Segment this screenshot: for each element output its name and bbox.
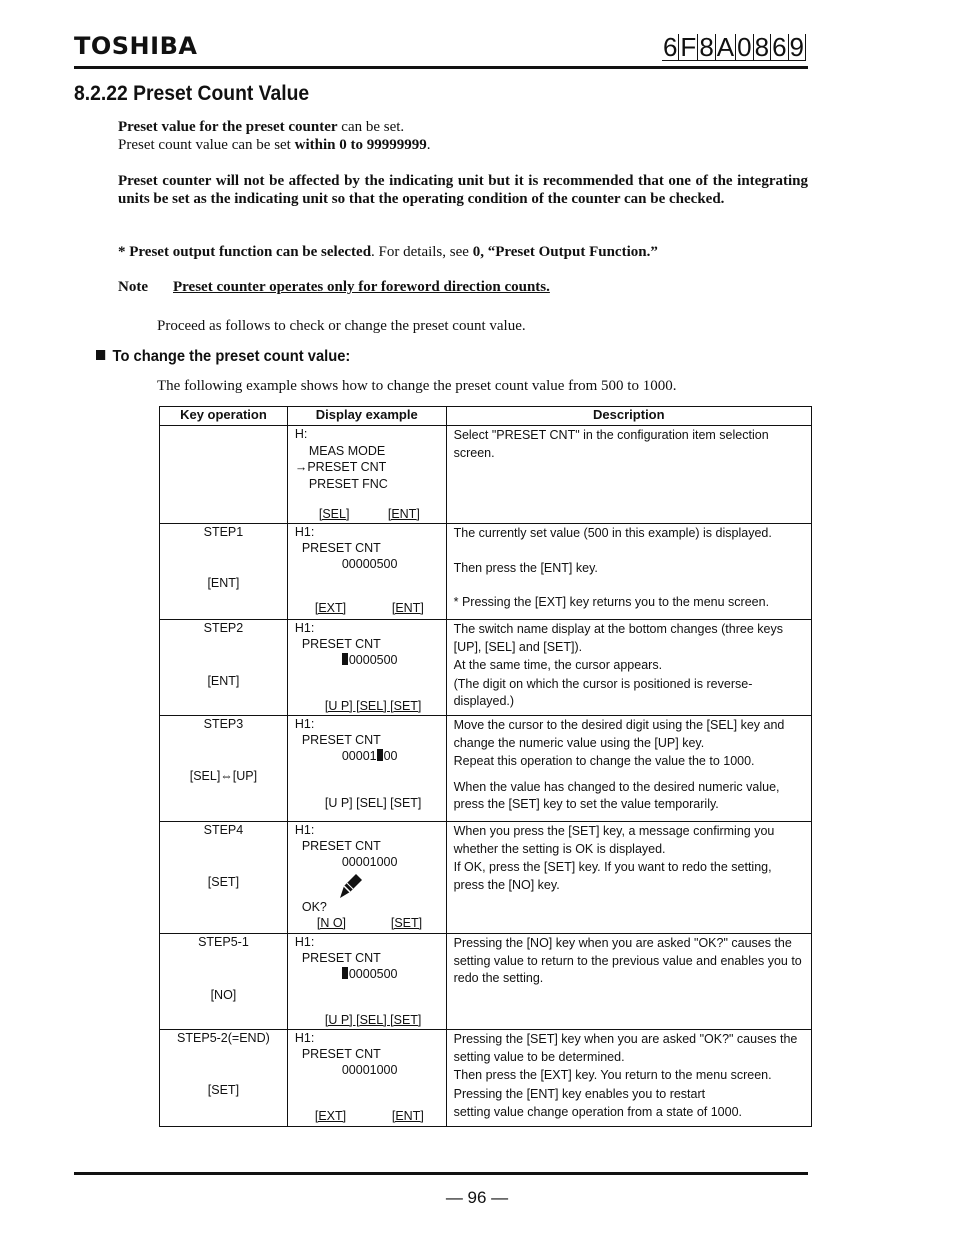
footer-rule <box>74 1172 808 1175</box>
display-cell: H1: PRESET CNT 00000500 [EXT] [ENT] <box>287 524 446 620</box>
description-cell: Select "PRESET CNT" in the configuration item selection screen. <box>446 426 811 524</box>
note <box>118 279 550 296</box>
header-description: Description <box>446 407 811 426</box>
key-cell <box>160 426 288 524</box>
description-cell: The switch name display at the bottom changes (three keys [UP], [SEL] and [SET]). At the same time, the cursor appears. (The digit on which the cursor is positioned is reverse-displayed.) <box>446 620 811 716</box>
table-row <box>160 716 812 822</box>
display-cell: H1: PRESET CNT 00001000 [EXT] [ENT] <box>287 1030 446 1127</box>
table-row <box>160 524 812 620</box>
example-intro: The following example shows how to change the preset count value from 500 to 1000. <box>157 378 677 394</box>
recommendation-paragraph: Preset counter will not be affected by the indicating unit but it is recommended that one of the integrating units be set as the indicating unit so that the operating condition of the counter can be checked. <box>118 173 808 207</box>
key-cell: STEP4 [SET] <box>160 822 288 934</box>
document-number: 6 F 8 A 0 8 6 9 <box>662 32 804 62</box>
display-cell: H1: PRESET CNT 0000500 [U P] [SEL] [SET] <box>287 620 446 716</box>
note-label: Note <box>118 279 148 295</box>
cursor-block <box>342 967 348 979</box>
key-cell: STEP1 [ENT] <box>160 524 288 620</box>
subheading: To change the preset count value: <box>96 348 350 366</box>
section-title: 8.2.22 Preset Count Value <box>74 82 310 105</box>
description-cell: The currently set value (500 in this example) is displayed. Then press the [ENT] key. * Pressing the [EXT] key returns you to the menu screen. <box>446 524 811 620</box>
display-cell: H1: PRESET CNT 00001 00 [U P] [SEL] [SET] <box>287 716 446 822</box>
table-row <box>160 822 812 934</box>
proceed-paragraph: Proceed as follows to check or change the preset count value. <box>157 318 526 334</box>
intro-paragraph: Preset value for the preset counter can be set. Preset count value can be set within 0 to 99999999. <box>118 119 431 153</box>
table-row <box>160 934 812 1030</box>
cursor-block <box>342 653 348 665</box>
display-cell: H1: PRESET CNT 00001000 OK? [N O] [SET] <box>287 822 446 934</box>
toshiba-logo: TOSHIBA <box>74 32 198 60</box>
page-header <box>74 30 808 66</box>
key-cell: STEP5-2(=END) [SET] <box>160 1030 288 1127</box>
description-cell: Move the cursor to the desired digit using the [SEL] key and change the numeric value using the [UP] key. Repeat this operation to change the value the to 1000. When the value has changed to the desired numeric value, press the [SET] key to set the value temporarily. <box>446 716 811 822</box>
display-cell: H: MEAS MODE →PRESET CNT PRESET FNC [SEL] [ENT] <box>287 426 446 524</box>
key-cell: STEP2 [ENT] <box>160 620 288 716</box>
square-bullet-icon <box>96 350 105 360</box>
preset-output-paragraph: * Preset output function can be selected. For details, see 0, “Preset Output Function.” <box>118 244 658 260</box>
description-cell: Pressing the [NO] key when you are asked "OK?" causes the setting value to return to the previous value and enables you to redo the setting. <box>446 934 811 1030</box>
header-key-operation: Key operation <box>160 407 288 426</box>
header-display-example: Display example <box>287 407 446 426</box>
description-cell: When you press the [SET] key, a message confirming you whether the setting is OK is displayed. If OK, press the [SET] key. If you want to redo the setting, press the [NO] key. <box>446 822 811 934</box>
table-row <box>160 620 812 716</box>
note-text: Preset counter operates only for foreword direction counts. <box>173 279 550 295</box>
procedure-table <box>159 406 812 1127</box>
table-row <box>160 1030 812 1127</box>
description-cell: Pressing the [SET] key when you are asked "OK?" causes the setting value to be determined. Then press the [EXT] key. You return to the menu screen. Pressing the [ENT] key enables you to restart setting value change operation from a state of 1000. <box>446 1030 811 1127</box>
table-header-row <box>160 407 812 426</box>
table-row <box>160 426 812 524</box>
key-cell: STEP5-1 [NO] <box>160 934 288 1030</box>
pointing-hand-icon <box>338 872 364 900</box>
key-cell: STEP3 [SEL]⇔[UP] <box>160 716 288 822</box>
header-rule <box>74 66 808 69</box>
page-number: — 96 — <box>445 1188 509 1207</box>
display-cell: H1: PRESET CNT 0000500 [U P] [SEL] [SET] <box>287 934 446 1030</box>
cursor-block <box>377 749 383 761</box>
